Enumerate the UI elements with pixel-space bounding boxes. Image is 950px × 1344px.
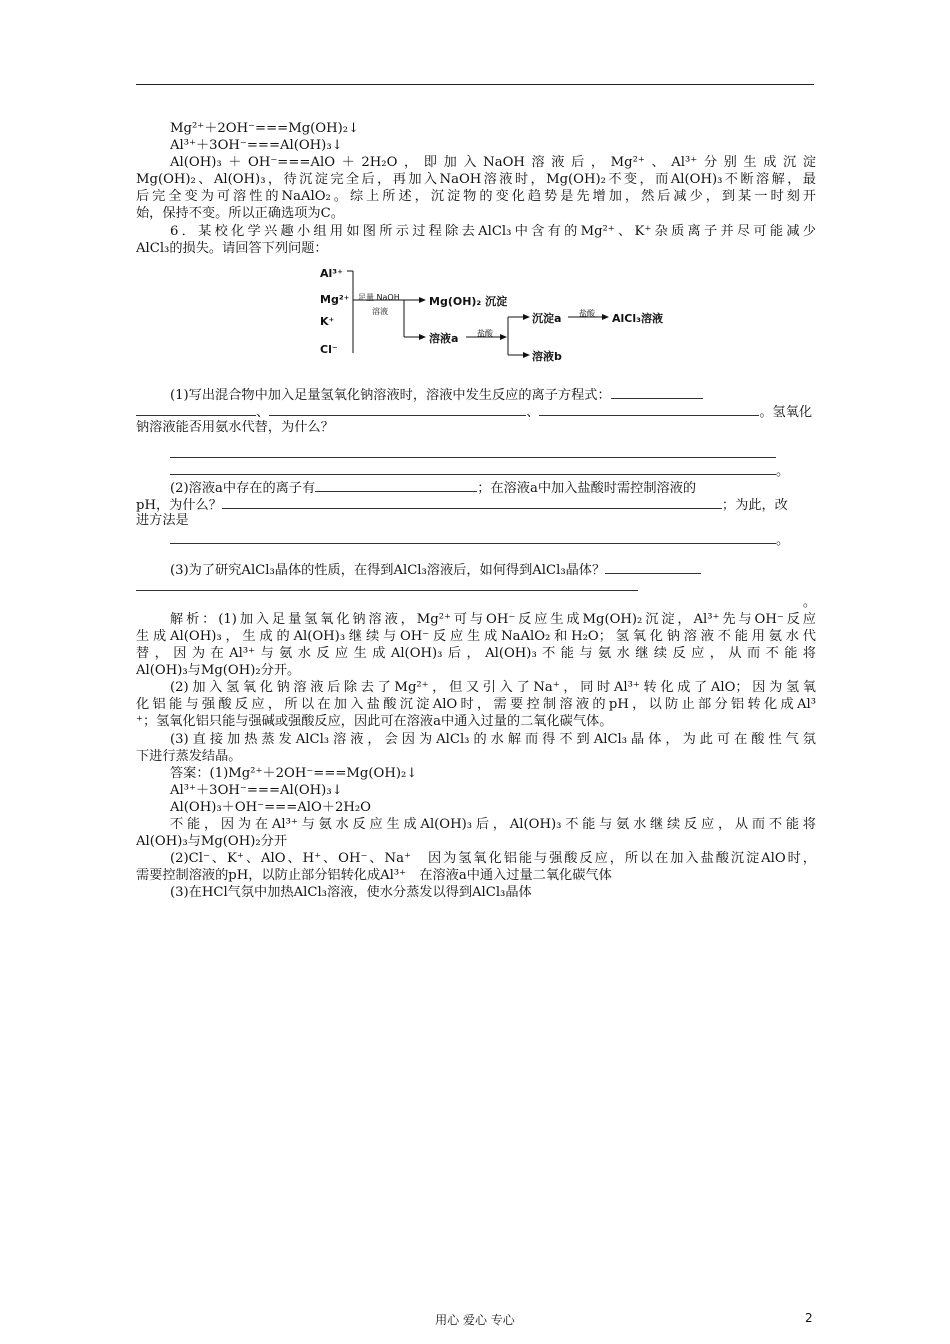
answer-blank[interactable] <box>136 402 256 416</box>
analysis-line: Al(OH)₃与Mg(OH)₂分开。 <box>136 663 301 679</box>
answer-blank[interactable] <box>315 478 477 492</box>
answer-blank[interactable] <box>170 444 776 458</box>
solution-a-label: 溶液a <box>429 331 459 345</box>
analysis-line: ⁺；氢氧化铝只能与强碱或强酸反应，因此可在溶液a中通入过量的二氧化碳气体。 <box>136 714 613 730</box>
question-3-line <box>136 560 816 577</box>
separator-text: 、 <box>526 404 540 419</box>
question-1-text: (1)写出混合物中加入足量氢氧化钠溶液时，溶液中发生反应的离子方程式： <box>170 387 611 402</box>
question-2-line <box>136 495 816 512</box>
reagent-label: 足量 NaOH <box>358 292 400 302</box>
page-content <box>136 120 816 901</box>
answer-blank[interactable] <box>611 385 703 399</box>
ion-label: Al³⁺ <box>320 266 343 280</box>
question-6-stem: 6．某校化学兴趣小组用如图所示过程除去AlCl₃中含有的Mg²⁺、K⁺杂质离子并尽可能减少 <box>170 223 816 239</box>
paragraph-line: 后完全变为可溶性的NaAlO₂。综上所述，沉淀物的变化趋势是先增加，然后减少，到某一时刻开 <box>136 189 816 205</box>
question-1-line <box>136 402 816 419</box>
answer-key-line: (3)在HCl气氛中加热AlCl₃溶液，使水分蒸发以得到AlCl₃晶体 <box>170 885 532 901</box>
period-text: 。 <box>776 464 790 479</box>
answer-line <box>136 577 816 594</box>
question-1-tail: 。氢氧化 <box>759 404 813 419</box>
analysis-line: 解析：(1)加入足量氢氧化钠溶液，Mg²⁺可与OH⁻反应生成Mg(OH)₂沉淀，Al³⁺先与OH⁻反应 <box>170 611 816 627</box>
question-2-text: ；为此，改 <box>721 498 788 513</box>
answer-key-line: (2)Cl⁻、K⁺、AlO、H⁺、OH⁻、Na⁺ 因为氢氧化铝能与强酸反应，所以在加入盐酸沉淀AlO时， <box>170 851 816 867</box>
solution-b-label: 溶液b <box>532 349 562 363</box>
paragraph-line: 始，保持不变。所以正确选项为C。 <box>136 206 344 222</box>
equation-line: Al³⁺＋3OH⁻===Al(OH)₃↓ <box>170 138 343 154</box>
analysis-line: (3)直接加热蒸发AlCl₃溶液，会因为AlCl₃的水解而得不到AlCl₃晶体，为此可在酸性气氛 <box>170 731 816 747</box>
equation-line: Mg²⁺＋2OH⁻===Mg(OH)₂↓ <box>170 121 360 136</box>
analysis-line: 替，因为在Al³⁺与氨水反应生成Al(OH)₃后，Al(OH)₃不能与氨水继续反应，从而不能将 <box>136 646 816 662</box>
analysis-line: 生成Al(OH)₃，生成的Al(OH)₃继续与OH⁻反应生成NaAlO₂和H₂O；氢氧化钠溶液不能用氨水代 <box>136 628 816 644</box>
answer-key-line: 不能，因为在Al³⁺与氨水反应生成Al(OH)₃后，Al(OH)₃不能与氨水继续反应，从而不能将 <box>170 817 816 832</box>
question-2-text: (2)溶液a中存在的离子有 <box>170 481 316 496</box>
answer-line <box>136 594 816 611</box>
question-2-text: ；在溶液a中加入盐酸时需控制溶液的 <box>477 481 697 496</box>
question-2-line <box>136 478 816 495</box>
question-3-text: (3)为了研究AlCl₃晶体的性质，在得到AlCl₃溶液后，如何得到AlCl₃晶体？ <box>170 562 606 577</box>
answer-key-line: Al³⁺＋3OH⁻===Al(OH)₃↓ <box>170 782 343 798</box>
paragraph-line: Mg(OH)₂、Al(OH)₃，待沉淀完全后，再加入NaOH溶液时，Mg(OH)₂不变，而Al(OH)₃不断溶解，最 <box>136 172 816 188</box>
reagent-label: 溶液 <box>372 306 388 316</box>
period-text: 。 <box>776 532 790 547</box>
answer-blank[interactable] <box>269 402 526 416</box>
answer-key-line: Al(OH)₃＋OH⁻===AlO＋2H₂O <box>170 799 371 815</box>
answer-line <box>136 444 816 461</box>
answer-blank[interactable] <box>170 530 776 544</box>
separator-text: 、 <box>256 404 270 419</box>
answer-key-line: 答案：(1)Mg²⁺＋2OH⁻===Mg(OH)₂↓ <box>170 765 418 781</box>
question-6-stem: AlCl₃的损失。请回答下列问题： <box>136 240 328 256</box>
ion-label: Cl⁻ <box>320 342 338 356</box>
answer-line <box>136 530 816 547</box>
ion-label: Mg²⁺ <box>320 292 350 306</box>
footer-slogan: 用心 爱心 专心 <box>435 1313 515 1327</box>
question-2-line: 进方法是 <box>136 513 189 529</box>
reagent-label: 盐酸 <box>579 308 595 318</box>
answer-key-line: Al(OH)₃与Mg(OH)₂分开 <box>136 834 288 850</box>
period-text: 。 <box>802 594 816 610</box>
question-1-line <box>136 385 816 402</box>
question-1-line: 钠溶液能否用氨水代替，为什么？ <box>136 419 334 435</box>
header-rule <box>136 84 814 85</box>
answer-blank[interactable] <box>605 560 701 574</box>
page-number: 2 <box>805 1311 813 1325</box>
final-product-label: AlCl₃溶液 <box>612 311 663 325</box>
analysis-line: (2)加入氢氧化钠溶液后除去了Mg²⁺，但又引入了Na⁺，同时Al³⁺转化成了AlO；因为氢氧 <box>170 680 816 696</box>
analysis-line: 化铝能与强酸反应，所以在加入盐酸沉淀AlO时，需要控制溶液的pH，以防止部分铝转化成Al³ <box>136 697 816 713</box>
reagent-label: 盐酸 <box>477 328 493 338</box>
answer-key-line: 需要控制溶液的pH，以防止部分铝转化成Al³⁺ 在溶液a中通入过量二氧化碳气体 <box>136 868 612 884</box>
answer-blank[interactable] <box>136 577 638 591</box>
question-2-text: pH，为什么？ <box>136 498 222 513</box>
analysis-line: 下进行蒸发结晶。 <box>136 748 242 764</box>
flow-diagram-lines <box>136 257 816 385</box>
answer-blank[interactable] <box>539 402 759 416</box>
separation-flow-diagram <box>136 257 816 385</box>
answer-line <box>136 461 816 478</box>
answer-blank[interactable] <box>170 461 776 475</box>
precipitate-a-label: 沉淀a <box>532 311 562 325</box>
ion-label: K⁺ <box>320 314 335 328</box>
answer-blank[interactable] <box>222 495 722 509</box>
paragraph-line: Al(OH)₃＋OH⁻===AlO＋2H₂O，即加入NaOH溶液后，Mg²⁺、Al³⁺分别生成沉淀 <box>170 155 816 171</box>
precipitate-label: Mg(OH)₂ 沉淀 <box>429 294 508 308</box>
